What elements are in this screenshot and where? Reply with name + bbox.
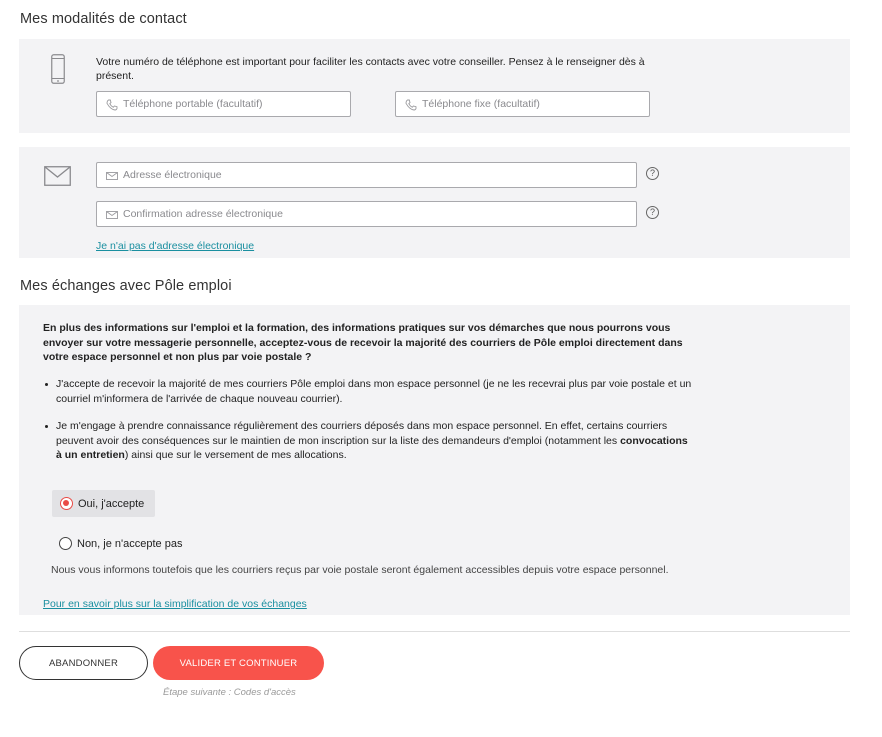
- email-input[interactable]: [123, 163, 630, 187]
- exchanges-bullet-list: [43, 377, 693, 463]
- list-item: [43, 419, 693, 463]
- radio-unchecked-icon[interactable]: [59, 537, 72, 550]
- exchanges-section-title: Mes échanges avec Pôle emploi: [20, 278, 232, 294]
- bullet2-text-start: Je m'engage à prendre connaissance régulièrement des courriers déposés dans mon espace personnel. En effet, certains courriers peuvent avoir des conséquences sur le maintien de mon inscription sur la liste des demandeurs d'emploi (notamment les: [56, 420, 668, 447]
- contact-section-title: Mes modalités de contact: [20, 11, 187, 27]
- bullet2-bold: convocations à un entretien: [56, 434, 688, 461]
- radio-accept[interactable]: [52, 490, 155, 517]
- help-circle-icon[interactable]: ?: [646, 167, 659, 180]
- footer-divider: [19, 631, 850, 632]
- envelope-small-icon: [106, 208, 118, 220]
- postal-note: Nous vous informons toutefois que les courriers reçus par voie postale seront également accessibles depuis votre espace personnel.: [51, 564, 669, 576]
- landline-phone-field[interactable]: [395, 91, 650, 117]
- exchanges-question: En plus des informations sur l'emploi et la formation, des informations pratiques sur vos démarches que nous pourrons vous envoyer sur votre messagerie personnelle, acceptez-vous de recevoir la majorité des courriers de Pôle emploi directement dans votre espace personnel et non plus par voie postale ?: [43, 322, 683, 363]
- envelope-icon: [44, 166, 71, 191]
- email-panel: [19, 147, 850, 258]
- bullet2-text-end: ) ainsi que sur le versement de mes allocations.: [124, 449, 347, 461]
- radio-decline-label: Non, je n'accepte pas: [77, 537, 183, 550]
- list-item: J'accepte de recevoir la majorité de mes courriers Pôle emploi dans mon espace personnel (je ne les recevrai plus par voie postale et un courriel m'informera de l'arrivée de chaque nouveau courrier).: [43, 377, 693, 406]
- envelope-small-icon: [106, 169, 118, 181]
- phone-panel: [19, 39, 850, 133]
- radio-checked-icon[interactable]: [60, 497, 73, 510]
- landline-phone-input[interactable]: [422, 92, 643, 116]
- phone-handset-icon: [106, 98, 118, 110]
- smartphone-icon: [51, 54, 65, 89]
- email-confirm-field[interactable]: [96, 201, 637, 227]
- email-field[interactable]: [96, 162, 637, 188]
- radio-accept-label: Oui, j'accepte: [78, 497, 145, 510]
- cancel-button[interactable]: ABANDONNER: [19, 646, 148, 680]
- next-step-hint: Étape suivante : Codes d'accès: [163, 687, 296, 698]
- learn-more-link[interactable]: Pour en savoir plus sur la simplification de vos échanges: [43, 598, 307, 610]
- radio-decline[interactable]: [51, 530, 191, 557]
- help-circle-icon[interactable]: ?: [646, 206, 659, 219]
- mobile-phone-input[interactable]: [123, 92, 344, 116]
- phone-info-text: Votre numéro de téléphone est important pour faciliter les contacts avec votre conseiller. Pensez à le renseigner dès à présent.: [96, 56, 645, 82]
- mobile-phone-field[interactable]: [96, 91, 351, 117]
- email-confirm-input[interactable]: [123, 202, 630, 226]
- submit-button[interactable]: VALIDER ET CONTINUER: [153, 646, 324, 680]
- no-email-link[interactable]: Je n'ai pas d'adresse électronique: [96, 240, 255, 252]
- phone-handset-icon: [405, 98, 417, 110]
